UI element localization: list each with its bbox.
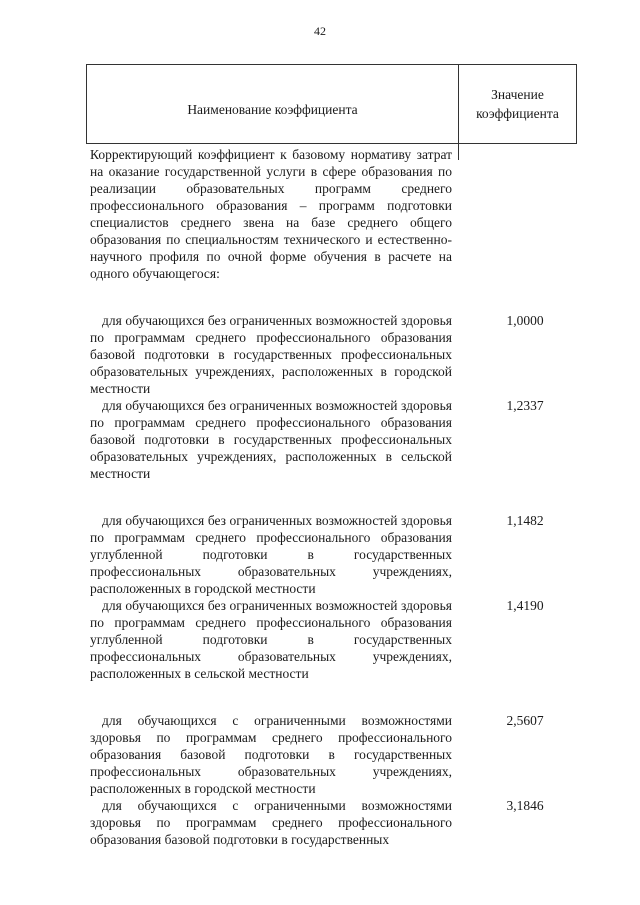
table-row — [90, 597, 575, 682]
row-value: 1,4190 — [506, 598, 544, 613]
coefficient-value-header — [459, 65, 576, 143]
table-row — [90, 397, 575, 482]
table-row — [90, 712, 575, 797]
value-header-line1: Значение — [491, 87, 544, 102]
intro-paragraph: Корректирующий коэффициент к базовому нормативу затрат на оказание государственной услуги в сфере образования по реализации образовательных программ среднего профессионального образования – программ подготовки специалистов среднего звена на базе среднего общего образования по специальностям технического и естественно-научного профиля по очной форме обучения в расчете на одного обучающегося: — [90, 147, 452, 281]
page-number: 42 — [314, 24, 326, 38]
coefficient-name-header: Наименование коэффициента — [87, 65, 459, 143]
row-description: для обучающихся без ограниченных возможностей здоровья по программам среднего профессионального образования базовой подготовки в государственных профессиональных образовательных учреждениях, расположенных в городской местности — [90, 313, 452, 396]
table-header — [86, 64, 577, 144]
row-value: 1,0000 — [506, 313, 544, 328]
row-value: 2,5607 — [506, 713, 544, 728]
row-description: для обучающихся без ограниченных возможностей здоровья по программам среднего профессионального образования углубленной подготовки в государственных профессиональных образовательных учреждениях, расположенных в сельской местности — [90, 598, 452, 681]
value-header-line2: коэффициента — [476, 106, 559, 121]
row-description: для обучающихся с ограниченными возможностями здоровья по программам среднего профессионального образования базовой подготовки в государственных профессиональных образовательных учреждениях, расположенных в городской местности — [90, 713, 452, 796]
table-row — [90, 797, 575, 848]
row-description: для обучающихся с ограниченными возможностями здоровья по программам среднего профессионального образования базовой подготовки в государственных — [90, 798, 452, 847]
table-row — [90, 312, 575, 397]
row-value: 1,1482 — [506, 513, 544, 528]
row-description: для обучающихся без ограниченных возможностей здоровья по программам среднего профессионального образования базовой подготовки в государственных профессиональных образовательных учреждениях, расположенных в сельской местности — [90, 398, 452, 481]
row-description: для обучающихся без ограниченных возможностей здоровья по программам среднего профессионального образования углубленной подготовки в государственных профессиональных образовательных учреждениях, расположенных в городской местности — [90, 513, 452, 596]
row-value: 3,1846 — [506, 798, 544, 813]
table-row — [90, 512, 575, 597]
table-body — [90, 146, 575, 848]
row-value: 1,2337 — [506, 398, 544, 413]
